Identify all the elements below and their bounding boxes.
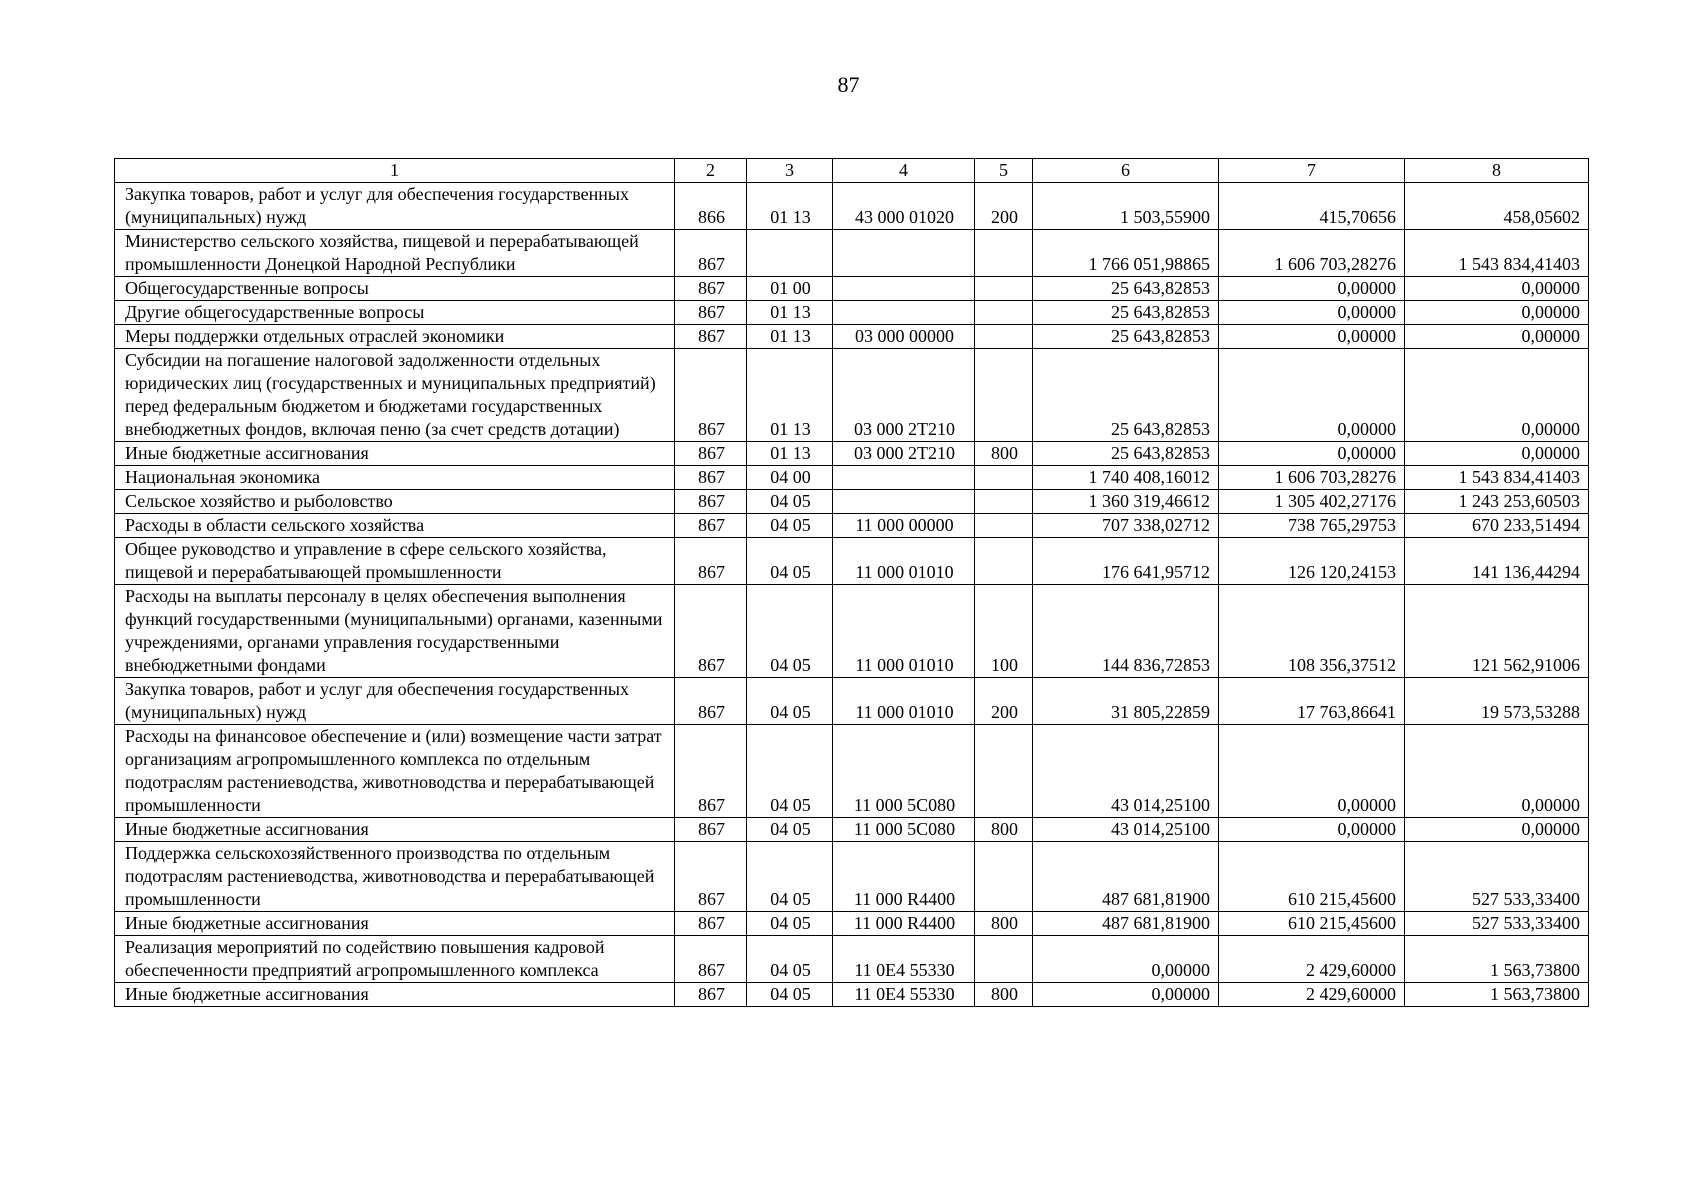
row-name: Поддержка сельскохозяйственного производства по отдельным подотраслям растениеводства, животноводства и перерабатывающей промышленности: [115, 842, 675, 912]
section-code: 04 05: [747, 490, 833, 514]
amount-col8: 527 533,33400: [1405, 842, 1589, 912]
table-row: [115, 678, 1589, 725]
column-header: 6: [1033, 159, 1219, 183]
amount-col7: 0,00000: [1219, 325, 1405, 349]
target-article-code: [833, 466, 975, 490]
table-row: [115, 725, 1589, 818]
row-name: Общее руководство и управление в сфере сельского хозяйства, пищевой и перерабатывающей промышленности: [115, 538, 675, 585]
row-name: Иные бюджетные ассигнования: [115, 818, 675, 842]
expense-type-code: [975, 325, 1033, 349]
amount-col8: 1 543 834,41403: [1405, 230, 1589, 277]
amount-col8: 1 563,73800: [1405, 983, 1589, 1007]
row-name: Реализация мероприятий по содействию повышения кадровой обеспеченности предприятий агропромышленного комплекса: [115, 936, 675, 983]
target-article-code: [833, 490, 975, 514]
amount-col8: 0,00000: [1405, 818, 1589, 842]
table-row: [115, 538, 1589, 585]
expense-type-code: 800: [975, 442, 1033, 466]
table-row: [115, 818, 1589, 842]
amount-col6: 43 014,25100: [1033, 818, 1219, 842]
amount-col6: 144 836,72853: [1033, 585, 1219, 678]
ved-code: 867: [675, 725, 747, 818]
amount-col8: 670 233,51494: [1405, 514, 1589, 538]
amount-col8: 0,00000: [1405, 349, 1589, 442]
target-article-code: 43 000 01020: [833, 183, 975, 230]
expense-type-code: 200: [975, 183, 1033, 230]
expense-type-code: [975, 301, 1033, 325]
row-name: Национальная экономика: [115, 466, 675, 490]
column-header: 4: [833, 159, 975, 183]
expense-type-code: [975, 842, 1033, 912]
column-header: 5: [975, 159, 1033, 183]
target-article-code: 03 000 00000: [833, 325, 975, 349]
amount-col8: 527 533,33400: [1405, 912, 1589, 936]
table-row: [115, 301, 1589, 325]
row-name: Закупка товаров, работ и услуг для обеспечения государственных (муниципальных) нужд: [115, 678, 675, 725]
ved-code: 867: [675, 514, 747, 538]
table-row: [115, 936, 1589, 983]
section-code: 01 00: [747, 277, 833, 301]
expense-type-code: [975, 349, 1033, 442]
amount-col7: 610 215,45600: [1219, 912, 1405, 936]
amount-col6: 487 681,81900: [1033, 912, 1219, 936]
target-article-code: 11 0Е4 55330: [833, 983, 975, 1007]
amount-col6: 25 643,82853: [1033, 442, 1219, 466]
target-article-code: 03 000 2Т210: [833, 349, 975, 442]
amount-col8: 0,00000: [1405, 301, 1589, 325]
ved-code: 867: [675, 466, 747, 490]
budget-table: [114, 158, 1589, 1007]
expense-type-code: 800: [975, 983, 1033, 1007]
amount-col6: 0,00000: [1033, 936, 1219, 983]
amount-col6: 1 766 051,98865: [1033, 230, 1219, 277]
amount-col6: 707 338,02712: [1033, 514, 1219, 538]
ved-code: 867: [675, 442, 747, 466]
amount-col7: 126 120,24153: [1219, 538, 1405, 585]
ved-code: 866: [675, 183, 747, 230]
amount-col7: 0,00000: [1219, 349, 1405, 442]
amount-col8: 19 573,53288: [1405, 678, 1589, 725]
ved-code: 867: [675, 585, 747, 678]
ved-code: 867: [675, 349, 747, 442]
section-code: 04 05: [747, 818, 833, 842]
amount-col8: 0,00000: [1405, 277, 1589, 301]
amount-col6: 25 643,82853: [1033, 325, 1219, 349]
amount-col7: 2 429,60000: [1219, 936, 1405, 983]
amount-col6: 176 641,95712: [1033, 538, 1219, 585]
expense-type-code: [975, 936, 1033, 983]
section-code: 04 05: [747, 678, 833, 725]
row-name: Общегосударственные вопросы: [115, 277, 675, 301]
amount-col6: 487 681,81900: [1033, 842, 1219, 912]
ved-code: 867: [675, 538, 747, 585]
expense-type-code: [975, 490, 1033, 514]
ved-code: 867: [675, 818, 747, 842]
amount-col7: 108 356,37512: [1219, 585, 1405, 678]
section-code: 04 00: [747, 466, 833, 490]
amount-col8: 1 243 253,60503: [1405, 490, 1589, 514]
amount-col8: 141 136,44294: [1405, 538, 1589, 585]
table-row: [115, 277, 1589, 301]
target-article-code: [833, 301, 975, 325]
amount-col8: 458,05602: [1405, 183, 1589, 230]
section-code: 01 13: [747, 325, 833, 349]
header-row: [115, 159, 1589, 183]
expense-type-code: [975, 277, 1033, 301]
amount-col6: 25 643,82853: [1033, 301, 1219, 325]
table-row: [115, 442, 1589, 466]
amount-col8: 0,00000: [1405, 725, 1589, 818]
ved-code: 867: [675, 983, 747, 1007]
row-name: Иные бюджетные ассигнования: [115, 442, 675, 466]
target-article-code: 11 000 R4400: [833, 912, 975, 936]
amount-col6: 1 740 408,16012: [1033, 466, 1219, 490]
amount-col8: 0,00000: [1405, 325, 1589, 349]
expense-type-code: [975, 725, 1033, 818]
amount-col7: 1 305 402,27176: [1219, 490, 1405, 514]
ved-code: 867: [675, 842, 747, 912]
table-row: [115, 325, 1589, 349]
column-header: 8: [1405, 159, 1589, 183]
section-code: 01 13: [747, 183, 833, 230]
amount-col7: 17 763,86641: [1219, 678, 1405, 725]
section-code: 04 05: [747, 983, 833, 1007]
ved-code: 867: [675, 912, 747, 936]
amount-col6: 1 360 319,46612: [1033, 490, 1219, 514]
table-row: [115, 842, 1589, 912]
target-article-code: 11 0Е4 55330: [833, 936, 975, 983]
section-code: 04 05: [747, 936, 833, 983]
section-code: 04 05: [747, 538, 833, 585]
target-article-code: 03 000 2Т210: [833, 442, 975, 466]
row-name: Сельское хозяйство и рыболовство: [115, 490, 675, 514]
target-article-code: 11 000 5С080: [833, 818, 975, 842]
row-name: Субсидии на погашение налоговой задолженности отдельных юридических лиц (государственных и муниципальных предприятий) перед федеральным бюджетом и бюджетами государственных внебюджетных фондов, включая пеню (за счет средств дотации): [115, 349, 675, 442]
target-article-code: [833, 230, 975, 277]
target-article-code: 11 000 00000: [833, 514, 975, 538]
amount-col6: 31 805,22859: [1033, 678, 1219, 725]
row-name: Расходы на выплаты персоналу в целях обеспечения выполнения функций государственными (муниципальными) органами, казенными учреждениями, органами управления государственными внебюджетными фондами: [115, 585, 675, 678]
target-article-code: 11 000 R4400: [833, 842, 975, 912]
table-row: [115, 466, 1589, 490]
row-name: Меры поддержки отдельных отраслей экономики: [115, 325, 675, 349]
row-name: Расходы в области сельского хозяйства: [115, 514, 675, 538]
amount-col8: 0,00000: [1405, 442, 1589, 466]
table-row: [115, 349, 1589, 442]
table-row: [115, 912, 1589, 936]
amount-col6: 43 014,25100: [1033, 725, 1219, 818]
row-name: Иные бюджетные ассигнования: [115, 912, 675, 936]
target-article-code: 11 000 01010: [833, 585, 975, 678]
amount-col7: 415,70656: [1219, 183, 1405, 230]
table-row: [115, 514, 1589, 538]
section-code: 01 13: [747, 349, 833, 442]
ved-code: 867: [675, 325, 747, 349]
amount-col7: 0,00000: [1219, 442, 1405, 466]
amount-col8: 1 543 834,41403: [1405, 466, 1589, 490]
amount-col7: 0,00000: [1219, 277, 1405, 301]
target-article-code: 11 000 01010: [833, 538, 975, 585]
section-code: 01 13: [747, 301, 833, 325]
ved-code: 867: [675, 678, 747, 725]
row-name: Расходы на финансовое обеспечение и (или) возмещение части затрат организациям агропромышленного комплекса по отдельным подотраслям растениеводства, животноводства и перерабатывающей промышленности: [115, 725, 675, 818]
expense-type-code: 800: [975, 912, 1033, 936]
amount-col7: 738 765,29753: [1219, 514, 1405, 538]
ved-code: 867: [675, 230, 747, 277]
target-article-code: 11 000 5С080: [833, 725, 975, 818]
amount-col6: 25 643,82853: [1033, 349, 1219, 442]
table-row: [115, 585, 1589, 678]
expense-type-code: [975, 466, 1033, 490]
target-article-code: [833, 277, 975, 301]
table-row: [115, 230, 1589, 277]
column-header: 3: [747, 159, 833, 183]
amount-col7: 1 606 703,28276: [1219, 230, 1405, 277]
amount-col7: 610 215,45600: [1219, 842, 1405, 912]
ved-code: 867: [675, 490, 747, 514]
table-row: [115, 183, 1589, 230]
amount-col7: 2 429,60000: [1219, 983, 1405, 1007]
expense-type-code: 200: [975, 678, 1033, 725]
row-name: Другие общегосударственные вопросы: [115, 301, 675, 325]
expense-type-code: 100: [975, 585, 1033, 678]
section-code: [747, 230, 833, 277]
ved-code: 867: [675, 277, 747, 301]
expense-type-code: [975, 230, 1033, 277]
amount-col7: 0,00000: [1219, 301, 1405, 325]
expense-type-code: [975, 538, 1033, 585]
target-article-code: 11 000 01010: [833, 678, 975, 725]
row-name: Министерство сельского хозяйства, пищевой и перерабатывающей промышленности Донецкой Народной Республики: [115, 230, 675, 277]
table-row: [115, 983, 1589, 1007]
section-code: 04 05: [747, 725, 833, 818]
amount-col7: 1 606 703,28276: [1219, 466, 1405, 490]
table-row: [115, 490, 1589, 514]
section-code: 04 05: [747, 514, 833, 538]
page-number: 87: [837, 72, 860, 97]
expense-type-code: 800: [975, 818, 1033, 842]
section-code: 01 13: [747, 442, 833, 466]
amount-col6: 25 643,82853: [1033, 277, 1219, 301]
amount-col8: 1 563,73800: [1405, 936, 1589, 983]
ved-code: 867: [675, 936, 747, 983]
amount-col8: 121 562,91006: [1405, 585, 1589, 678]
expense-type-code: [975, 514, 1033, 538]
amount-col7: 0,00000: [1219, 818, 1405, 842]
row-name: Закупка товаров, работ и услуг для обеспечения государственных (муниципальных) нужд: [115, 183, 675, 230]
ved-code: 867: [675, 301, 747, 325]
amount-col6: 1 503,55900: [1033, 183, 1219, 230]
section-code: 04 05: [747, 842, 833, 912]
column-header: 2: [675, 159, 747, 183]
amount-col6: 0,00000: [1033, 983, 1219, 1007]
row-name: Иные бюджетные ассигнования: [115, 983, 675, 1007]
amount-col7: 0,00000: [1219, 725, 1405, 818]
section-code: 04 05: [747, 912, 833, 936]
section-code: 04 05: [747, 585, 833, 678]
column-header: 7: [1219, 159, 1405, 183]
column-header: 1: [115, 159, 675, 183]
